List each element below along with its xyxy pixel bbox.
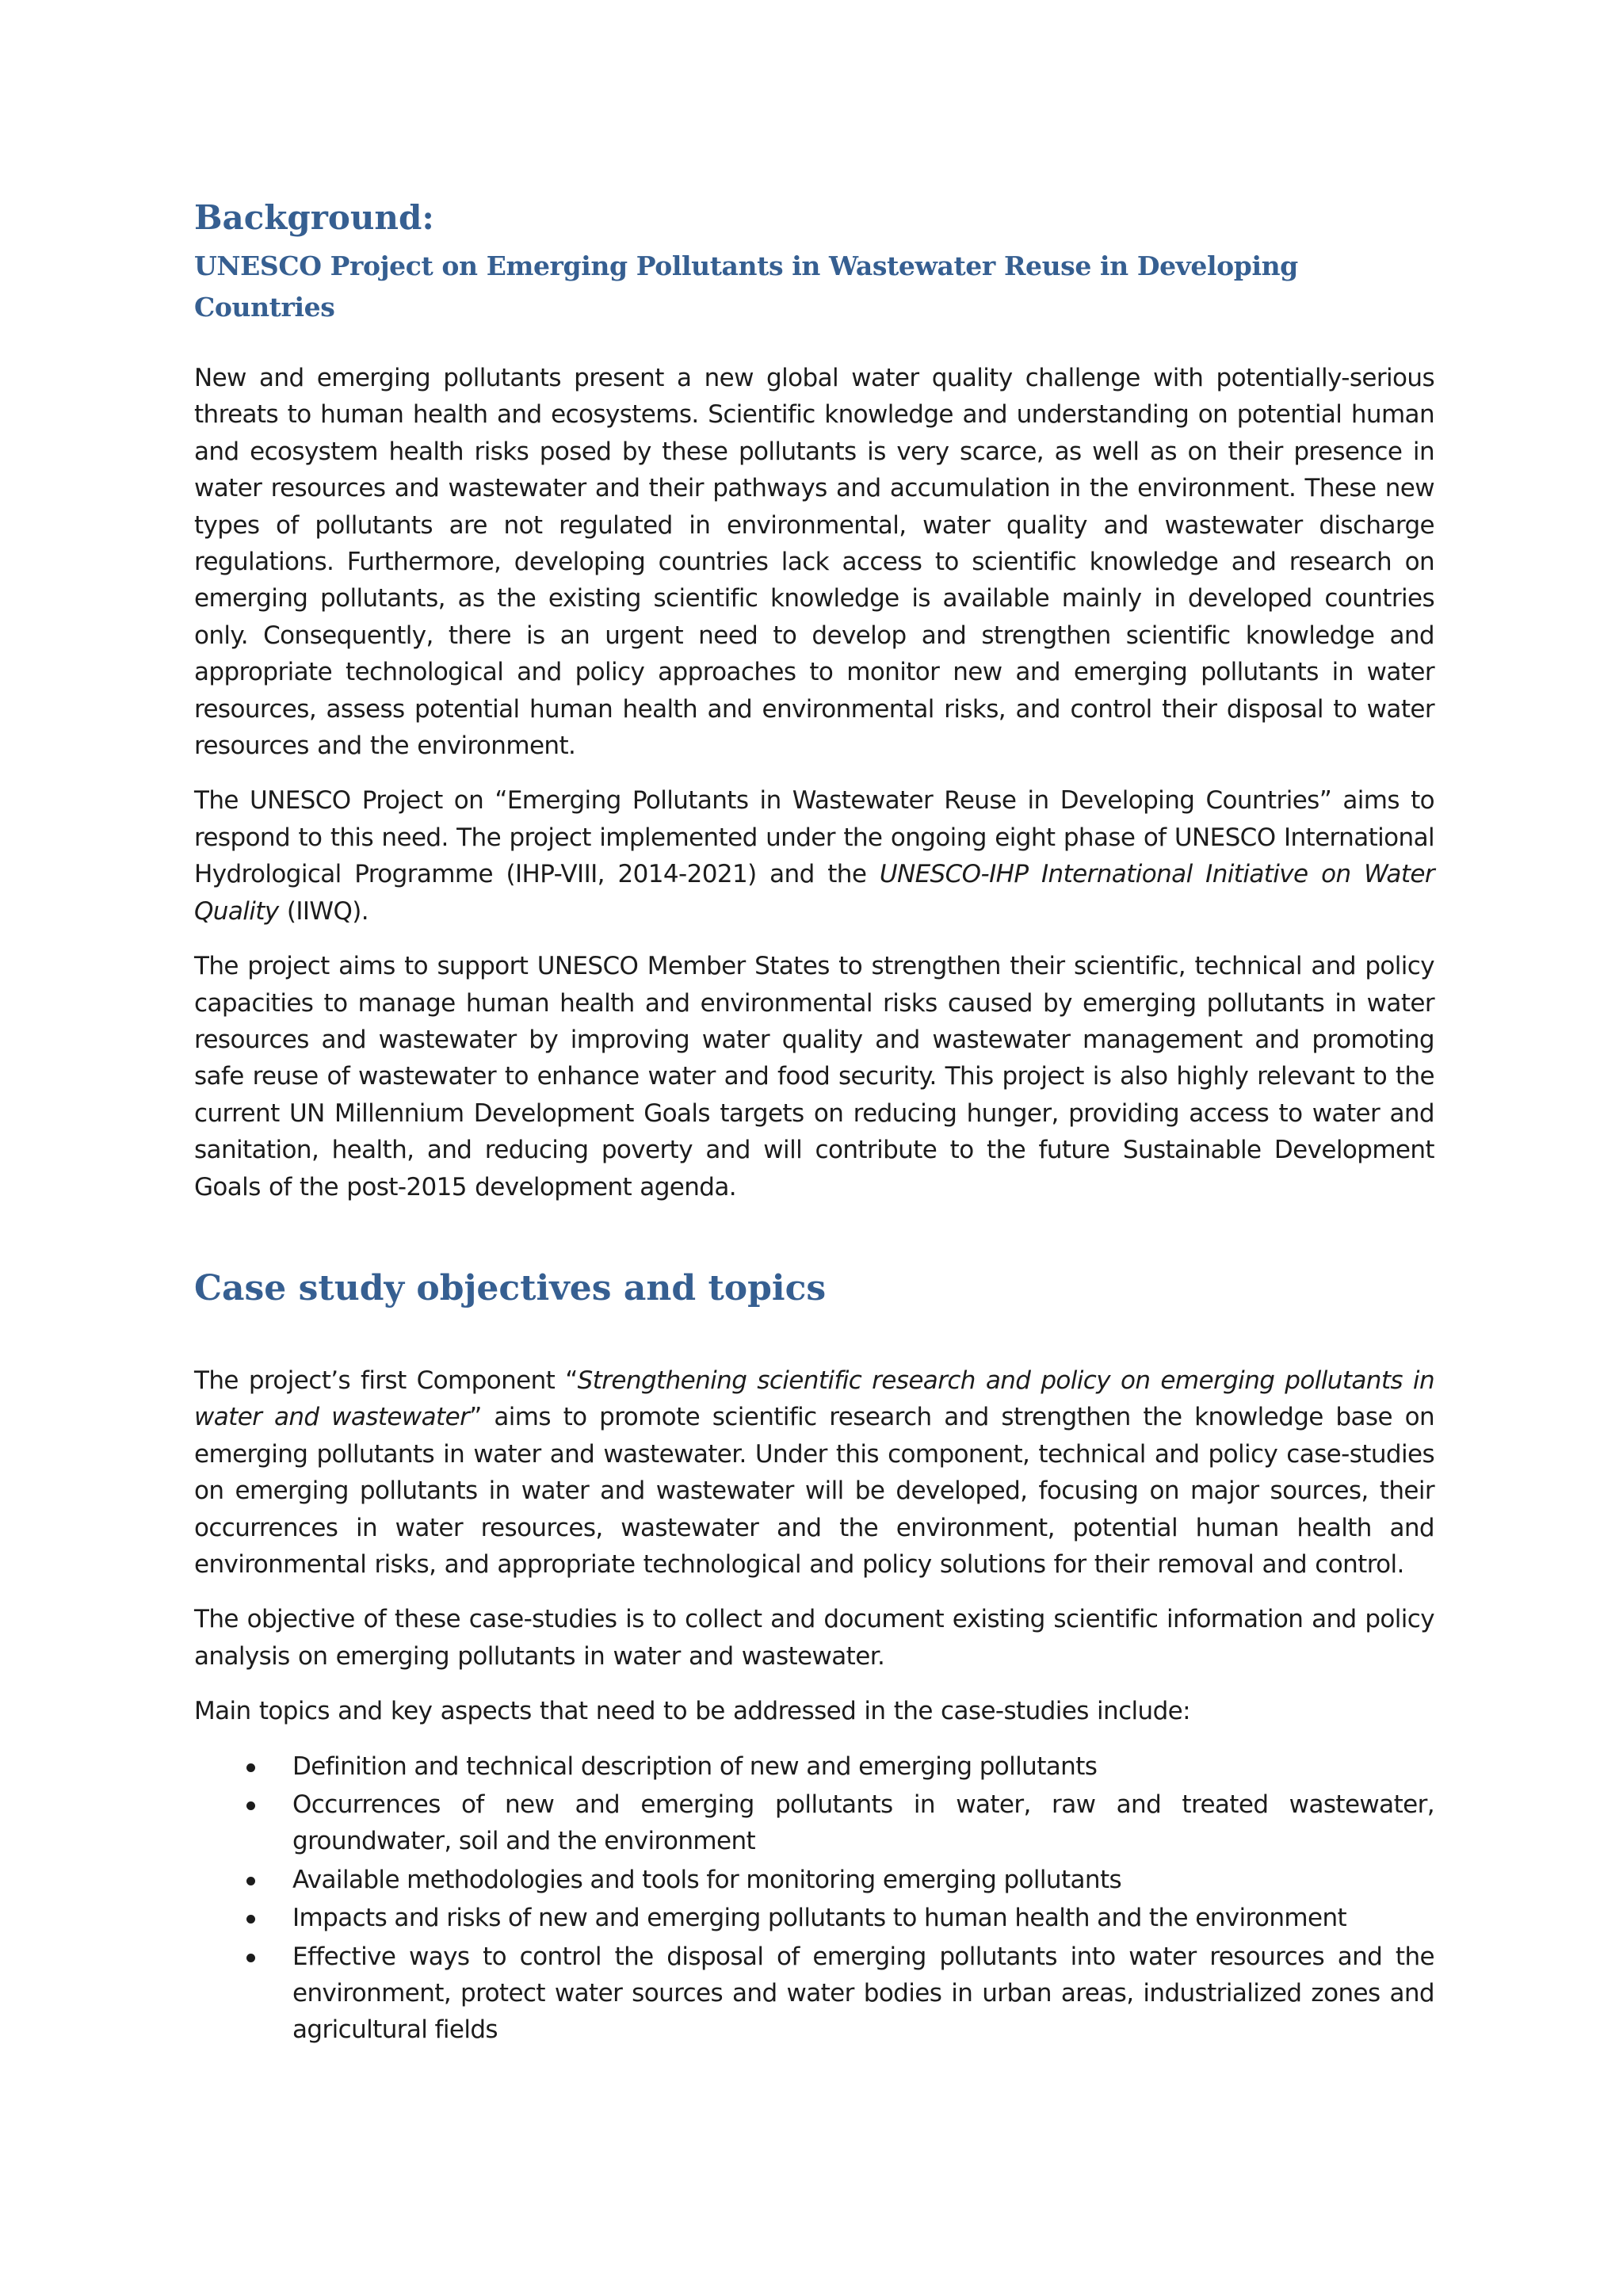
paragraph-text: The project’s first Component “	[194, 1366, 578, 1395]
paragraph-text: (IIWQ).	[278, 896, 369, 926]
background-heading: Background:	[194, 198, 434, 237]
bullet-icon	[246, 1877, 255, 1885]
background-subheading: UNESCO Project on Emerging Pollutants in Wastewater Reuse in Developing Countries	[194, 250, 1298, 323]
list-item-text: Impacts and risks of new and emerging pollutants to human health and the environment	[292, 1904, 1347, 1933]
list-item-text: Effective ways to control the disposal of emerging pollutants into water resources and the environment, protect water sources and water bodies in urban areas, industrialized zones and agricultural fields	[292, 1942, 1434, 2045]
initiative-name: UNESCO-IHP International Initiative on Water Quality	[194, 860, 1434, 926]
bullet-icon	[246, 1915, 255, 1924]
list-item-text: Available methodologies and tools for monitoring emerging pollutants	[292, 1865, 1122, 1894]
page-content	[194, 190, 1434, 2050]
background-paragraph-2	[194, 782, 1434, 930]
list-item-text: Definition and technical description of new and emerging pollutants	[292, 1752, 1098, 1781]
list-item	[194, 1786, 1434, 1860]
list-item	[194, 1900, 1434, 1936]
list-item	[194, 1862, 1434, 1898]
bullet-icon	[246, 1763, 255, 1772]
component-name: Strengthening scientific research and policy on emerging pollutants in water and wastewater	[194, 1366, 1434, 1432]
bullet-icon	[246, 1801, 255, 1810]
list-item	[194, 1939, 1434, 2049]
case-study-paragraph-1	[194, 1362, 1434, 1583]
list-item-text: Occurrences of new and emerging pollutants in water, raw and treated wastewater, groundwater, soil and the environment	[292, 1790, 1434, 1856]
paragraph-text: The UNESCO Project on “Emerging Pollutants in Wastewater Reuse in Developing Countries” aims to respond to this need. The project implemented under the ongoing eight phase of UNESCO International Hydrological Programme (IHP-VIII, 2014-2021) and the	[194, 786, 1434, 889]
background-paragraph-1: New and emerging pollutants present a new global water quality challenge with potentially-serious threats to human health and ecosystems. Scientific knowledge and understanding on potential human and ecosystem health risks posed by these pollutants is very scarce, as well as on their presence in water resources and wastewater and their pathways and accumulation in the environment. These new types of pollutants are not regulated in environmental, water quality and wastewater discharge regulations. Furthermore, developing countries lack access to scientific knowledge and research on emerging pollutants, as the existing scientific knowledge is available mainly in developed countries only. Consequently, there is an urgent need to develop and strengthen scientific knowledge and appropriate technological and policy approaches to monitor new and emerging pollutants in water resources, assess potential human health and environmental risks, and control their disposal to water resources and the environment.	[194, 364, 1434, 761]
list-item	[194, 1748, 1434, 1785]
paragraph-text: ” aims to promote scientific research and strengthen the knowledge base on emerging pollutants in water and wastewater. Under this component, technical and policy case-studies on emerging pollutants in water and wastewater will be developed, focusing on major sources, their occurrences in water resources, wastewater and the environment, potential human health and environmental risks, and appropriate technological and policy solutions for their removal and control.	[194, 1403, 1434, 1579]
bullet-icon	[246, 1954, 255, 1962]
background-paragraph-3: The project aims to support UNESCO Member States to strengthen their scientific, technical and policy capacities to manage human health and environmental risks caused by emerging pollutants in water resources and wastewater by improving water quality and wastewater management and promoting safe reuse of wastewater to enhance water and food security. This project is also highly relevant to the current UN Millennium Development Goals targets on reducing hunger, providing access to water and sanitation, health, and reducing poverty and will contribute to the future Sustainable Development Goals of the post-2015 development agenda.	[194, 952, 1434, 1201]
topics-list	[194, 1748, 1434, 2049]
case-study-paragraph-3: Main topics and key aspects that need to be addressed in the case-studies include:	[194, 1697, 1190, 1726]
case-study-paragraph-2: The objective of these case-studies is to collect and document existing scientific information and policy analysis on emerging pollutants in water and wastewater.	[194, 1605, 1434, 1671]
case-study-heading: Case study objectives and topics	[194, 1267, 827, 1308]
